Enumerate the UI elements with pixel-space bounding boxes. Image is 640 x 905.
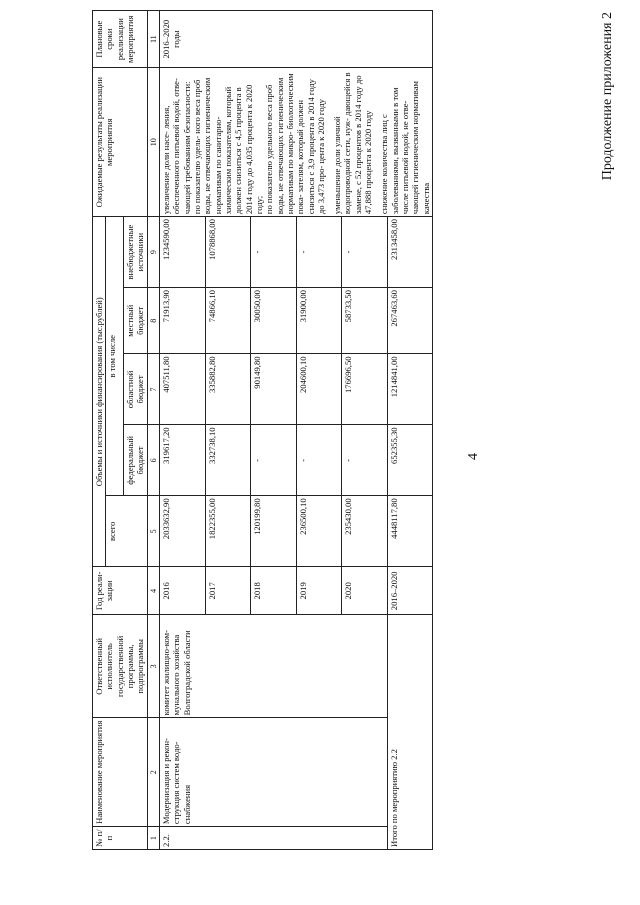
row-year: 2018 [251, 567, 296, 615]
header-federal: федеральный бюджет [123, 425, 147, 496]
header-local: местный бюджет [123, 288, 147, 354]
row-offbudget: 1078868,00 [205, 217, 250, 288]
total-sum: 4448117,80 [387, 496, 432, 567]
column-number: 11 [147, 11, 160, 68]
row-federal: 332738,10 [205, 425, 250, 496]
row-local: 30050,00 [251, 288, 296, 354]
header-financing: Объемы и источники финансирования (тыс.рублей) [93, 217, 106, 567]
row-results [160, 68, 433, 217]
row-regional: 204600,10 [296, 354, 341, 425]
row-federal: - [251, 425, 296, 496]
column-number: 4 [147, 567, 160, 615]
row-regional: 176696,50 [342, 354, 387, 425]
row-regional: 407511,80 [160, 354, 205, 425]
row-local: 31900,00 [296, 288, 341, 354]
row-local: 71913,90 [160, 288, 205, 354]
row-year: 2017 [205, 567, 250, 615]
header-executor: Ответственный исполнитель государственной программы, подпрограммы [93, 615, 148, 718]
header-offbudget: внебюджетные источники [123, 217, 147, 288]
result-text: уменьшение доли уличной водопроводной сети, нуж- дающейся в замене, с 52 процентов в 2014 году до 47,888 процента к 2020 году [332, 72, 374, 215]
appendix-label: Продолжение приложения 2 [600, 12, 615, 181]
header-terms: Плановые сроки реализации мероприятия [93, 11, 148, 68]
header-results: Ожидаемые результаты реализации мероприятия [93, 68, 148, 217]
column-number: 7 [147, 354, 160, 425]
header-name: Наименование мероприятия [93, 718, 148, 827]
row-local: 74866,10 [205, 288, 250, 354]
column-number: 5 [147, 496, 160, 567]
row-total: 120199,80 [251, 496, 296, 567]
total-offbudget: 2313458,00 [387, 217, 432, 288]
result-text: снижение количества лиц с заболеваниями, вызванными в том числе питьевой водой, не отве- чающей гигиеническим нормативам качества [379, 81, 431, 215]
row-year: 2020 [342, 567, 387, 615]
column-number: 2 [147, 718, 160, 827]
result-text: увеличение доли насе- ления, обеспеченного питьевой водой, отве- чающей требованиям безопасности: [161, 78, 192, 215]
header-year: Год реали- зации [93, 567, 148, 615]
page-number: 4 [466, 453, 481, 460]
total-regional: 1214841,00 [387, 354, 432, 425]
total-federal: 652355,30 [387, 425, 432, 496]
row-total: 2033632,90 [160, 496, 205, 567]
row-federal: 319617,20 [160, 425, 205, 496]
column-number: 3 [147, 615, 160, 718]
header-incl: в том числе [106, 217, 124, 496]
row-total: 236500,10 [296, 496, 341, 567]
row-regional: 335882,80 [205, 354, 250, 425]
row-offbudget: - [342, 217, 387, 288]
column-number: 6 [147, 425, 160, 496]
column-number: 9 [147, 217, 160, 288]
total-label: Итого по мероприятию 2.2 [387, 615, 432, 850]
row-terms: 2016–2020 годы [160, 11, 433, 68]
header-num: № п/п [93, 827, 148, 850]
header-regional: областной бюджет [123, 354, 147, 425]
column-number: 8 [147, 288, 160, 354]
row-year: 2019 [296, 567, 341, 615]
total-years: 2016–2020 [387, 567, 432, 615]
column-number: 10 [147, 68, 160, 217]
result-text: по показателю удель- ного веса проб воды, не отвечающих гигиеническим нормативам по санитарно- химическим показателям, который должен снизиться с 4,5 процента в 2014 году до 4,035 процента к 2020 году; [192, 77, 264, 215]
row-num: 2.2. [160, 827, 387, 850]
row-total: 235430,00 [342, 496, 387, 567]
financing-table [92, 10, 433, 850]
row-federal: - [342, 425, 387, 496]
row-executor: комитет жилищно-ком- мунального хозяйства Волгоградской области [160, 615, 387, 718]
row-federal: - [296, 425, 341, 496]
row-local: 58733,50 [342, 288, 387, 354]
row-offbudget: - [296, 217, 341, 288]
row-year: 2016 [160, 567, 205, 615]
total-local: 267463,60 [387, 288, 432, 354]
header-total: всего [106, 496, 147, 567]
table-row [160, 11, 205, 850]
row-offbudget: 1234590,00 [160, 217, 205, 288]
row-name: Модернизация и рекон- струкция систем водо- снабжения [160, 718, 387, 827]
result-text: по показателю удельного веса проб воды, не отвечающих гигиеническим нормативам по микро- биологическим пока- зателям, который должен снизиться с 3,9 процента в 2014 году до 3,473 про- цента к 2020 году [264, 73, 326, 215]
column-number: 1 [147, 827, 160, 850]
row-total: 1822355,00 [205, 496, 250, 567]
row-offbudget: - [251, 217, 296, 288]
row-regional: 90149,80 [251, 354, 296, 425]
